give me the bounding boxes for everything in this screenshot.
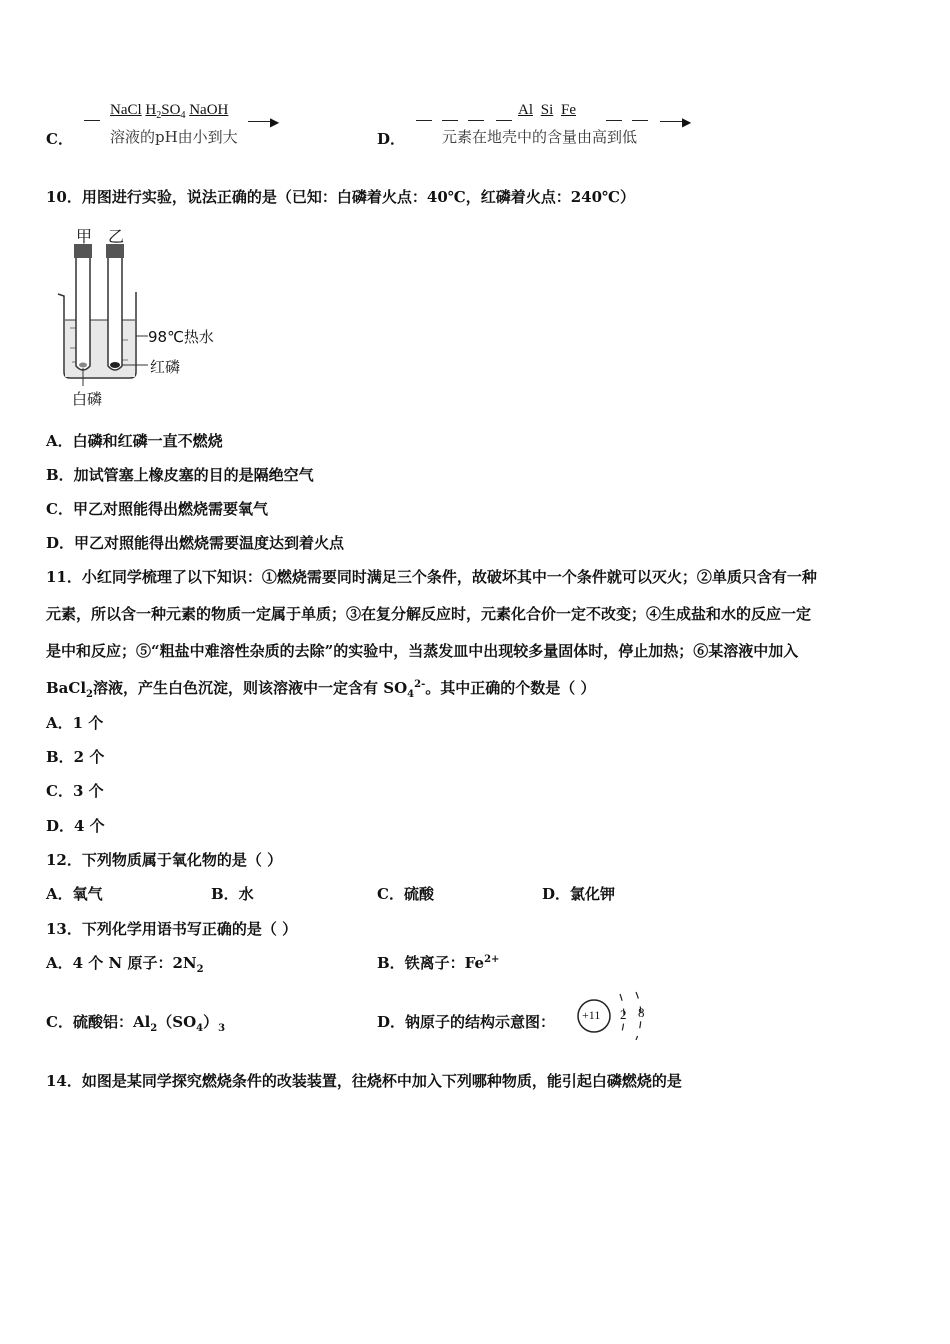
q13-option-c[interactable]: C．硫酸铝：$Al_2(SO_4)_3$ xyxy=(46,1013,226,1034)
q9-c-caption: 溶液的pH由小到大 xyxy=(110,128,238,146)
dash xyxy=(632,120,648,121)
label-yi: 乙 xyxy=(108,227,125,246)
q9-d-caption: 元素在地壳中的含量由高到低 xyxy=(442,128,638,146)
q11-line-4: BaCl$_2$溶液，产生白色沉淀，则该溶液中一定含有 $SO_4^{2-}$。其中正确的个数是（ ） xyxy=(46,679,596,700)
arrow-line xyxy=(660,121,684,122)
label-white-phosphorus: 白磷 xyxy=(72,390,103,408)
q11-option-b[interactable]: B．2 个 xyxy=(46,748,105,766)
q11-option-a[interactable]: A．1 个 xyxy=(46,714,104,732)
q11-option-c[interactable]: C．3 个 xyxy=(46,782,104,800)
fe: Fe xyxy=(561,102,577,118)
q10-option-b[interactable]: B．加试管塞上橡皮塞的目的是隔绝空气 xyxy=(46,466,314,484)
q9-option-c-letter[interactable]: C． xyxy=(46,130,73,148)
q9-option-d-letter[interactable]: D． xyxy=(377,130,406,148)
arrow-head: ▶ xyxy=(682,115,692,129)
q10-stem: 10．用图进行实验，说法正确的是（已知：白磷着火点：40℃，红磷着火点：240℃） xyxy=(46,188,636,206)
q11-line-3: 是中和反应；⑤“粗盐中难溶性杂质的去除”的实验中，当蒸发皿中出现较多量固体时，停止加热；⑥某溶液中加入 xyxy=(46,642,799,660)
dash xyxy=(468,120,484,121)
arrow-line xyxy=(248,121,272,122)
dash xyxy=(496,120,512,121)
q10-figure xyxy=(52,222,232,412)
label-jia: 甲 xyxy=(76,227,93,246)
q10-option-a[interactable]: A．白磷和红磷一直不燃烧 xyxy=(46,432,223,450)
q11-line-1: 11．小红同学梳理了以下知识：①燃烧需要同时满足三个条件，故破坏其中一个条件就可以灭火；②单质只含有一种 xyxy=(46,568,817,586)
q14-stem: 14．如图是某同学探究燃烧条件的改装装置，往烧杯中加入下列哪种物质，能引起白磷燃烧的是 xyxy=(46,1072,682,1090)
q10-option-c[interactable]: C．甲乙对照能得出燃烧需要氧气 xyxy=(46,500,268,518)
h2so4: $H_2SO_4$ xyxy=(145,102,186,121)
dash xyxy=(442,120,458,121)
q12-stem: 12．下列物质属于氧化物的是（ ） xyxy=(46,851,283,869)
q12-option-d[interactable]: D．氯化钾 xyxy=(542,885,616,903)
si: Si xyxy=(540,102,554,118)
arrow-head: ▶ xyxy=(270,115,280,129)
label-red-phosphorus: 红磷 xyxy=(150,358,181,376)
dash xyxy=(416,120,432,121)
nucleus-charge: +11 xyxy=(582,1008,601,1022)
sodium-atom-diagram xyxy=(576,990,656,1040)
naoh: NaOH xyxy=(189,102,229,118)
q13-option-a[interactable]: A．4 个 N 原子：$2N_2$ xyxy=(46,954,204,975)
q10-option-d[interactable]: D．甲乙对照能得出燃烧需要温度达到着火点 xyxy=(46,534,345,552)
shell-2-electrons: 8 xyxy=(638,1005,645,1020)
q12-option-c[interactable]: C．硫酸 xyxy=(377,885,434,903)
q11-option-d[interactable]: D．4 个 xyxy=(46,817,105,835)
q11-line-2: 元素，所以含一种元素的物质一定属于单质；③在复分解反应时，元素化合价一定不改变；④生成盐和水的反应一定 xyxy=(46,605,812,623)
q9-option-d-diagram xyxy=(412,100,702,148)
nacl: NaCl xyxy=(110,102,142,118)
label-hot-water: 98℃热水 xyxy=(148,328,214,346)
q9-option-c-diagram xyxy=(82,100,282,148)
q13-option-b[interactable]: B．铁离子：$Fe^{2+}$ xyxy=(377,954,500,972)
q12-option-a[interactable]: A．氧气 xyxy=(46,885,103,903)
q13-option-d[interactable]: D．钠原子的结构示意图： xyxy=(377,1013,556,1031)
al: Al xyxy=(518,102,533,118)
q9-c-substances xyxy=(110,102,228,121)
q12-option-b[interactable]: B．水 xyxy=(211,885,254,903)
shell-1-electrons: 2 xyxy=(620,1007,627,1022)
q13-stem: 13．下列化学用语书写正确的是（ ） xyxy=(46,920,298,938)
beaker-figure xyxy=(52,222,232,412)
q9-d-elements xyxy=(518,102,576,119)
dash xyxy=(84,120,100,121)
dash xyxy=(606,120,622,121)
